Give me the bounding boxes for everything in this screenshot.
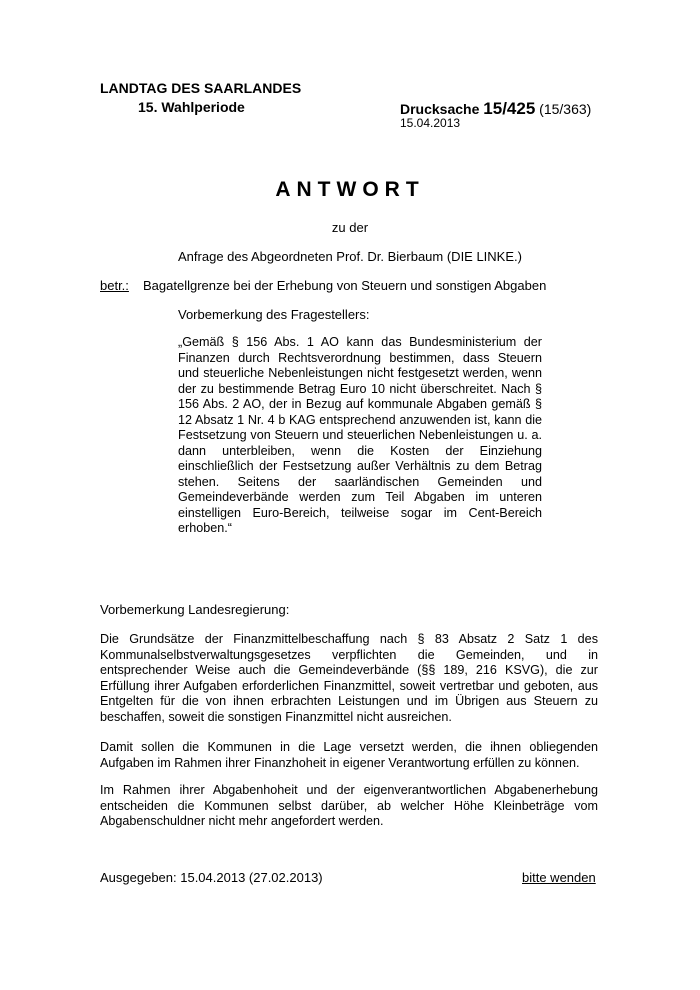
election-period: 15. Wahlperiode [138, 99, 245, 115]
government-paragraph-2: Damit sollen die Kommunen in die Lage versetzt werden, die ihnen obliegenden Aufgaben im Rahmen ihrer Finanzhoheit in eigener Verantwortung erfüllen zu können. [100, 740, 598, 770]
questioner-preface-heading: Vorbemerkung des Fragestellers: [178, 307, 370, 322]
government-preface-heading: Vorbemerkung Landesregierung: [100, 602, 290, 617]
organization-name: LANDTAG DES SAARLANDES [100, 80, 302, 96]
government-paragraph-3: Im Rahmen ihrer Abgabenhoheit und der eigenverantwortlichen Abgabenerhebung entscheiden die Kommunen selbst darüber, ab welcher Höhe Kleinbeträge vom Abgabenschuldner nicht mehr angefordert werden. [100, 783, 598, 828]
subtitle: zu der [331, 220, 369, 235]
issued-date: Ausgegeben: 15.04.2013 (27.02.2013) [100, 870, 323, 885]
government-paragraph-1: Die Grundsätze der Finanzmittelbeschaffung nach § 83 Absatz 2 Satz 1 des Kommunalselbstverwaltungsgesetzes verpflichten die Gemeinden, und in entsprechender Weise auch die Gemeindeverbände (§§ 189, 216 KSVG), die zur Erfüllung ihrer Aufgaben erforderlichen Finanzmittel, soweit vertretbar und geboten, aus Entgelten für die von ihnen erbrachten Leistungen und im Übrigen aus Steuern zu beschaffen, soweit die sonstigen Finanzmittel nicht ausreichen. [100, 632, 598, 724]
document-reference: (15/363) [539, 101, 592, 117]
subject-text: Bagatellgrenze bei der Erhebung von Steuern und sonstigen Abgaben [143, 278, 547, 293]
questioner-quote: „Gemäß § 156 Abs. 1 AO kann das Bundesministerium der Finanzen durch Rechtsverordnung bestimmen, dass Steuern und steuerliche Nebenleistungen nicht festgesetzt werden, wenn der zu bestimmende Betrag Euro 10 nicht überschreitet. Nach § 156 Abs. 2 AO, der in Bezug auf kommunale Abgaben gemäß § 12 Absatz 1 Nr. 4 b KAG entsprechend anzuwenden ist, kann die Festsetzung von Steuern und steuerlichen Nebenleistungen u. a. dann unterbleiben, wenn die Kosten der Einziehung einschließlich der Festsetzung außer Verhältnis zu dem Betrag stehen. Seitens der saarländischen Gemeinden und Gemeindeverbände werden zum Teil Abgaben im unteren einstelligen Euro-Bereich, teilweise sogar im Cent-Bereich erhoben.“ [178, 335, 542, 535]
subject-label: betr.: [100, 278, 129, 293]
document-number-value: 15/425 [483, 99, 536, 118]
turn-page-note: bitte wenden [522, 870, 596, 885]
document-date: 15.04.2013 [400, 116, 461, 130]
page-title: ANTWORT [275, 178, 425, 201]
inquiry-line: Anfrage des Abgeordneten Prof. Dr. Bierbaum (DIE LINKE.) [178, 249, 522, 264]
document-label: Drucksache [400, 101, 480, 117]
